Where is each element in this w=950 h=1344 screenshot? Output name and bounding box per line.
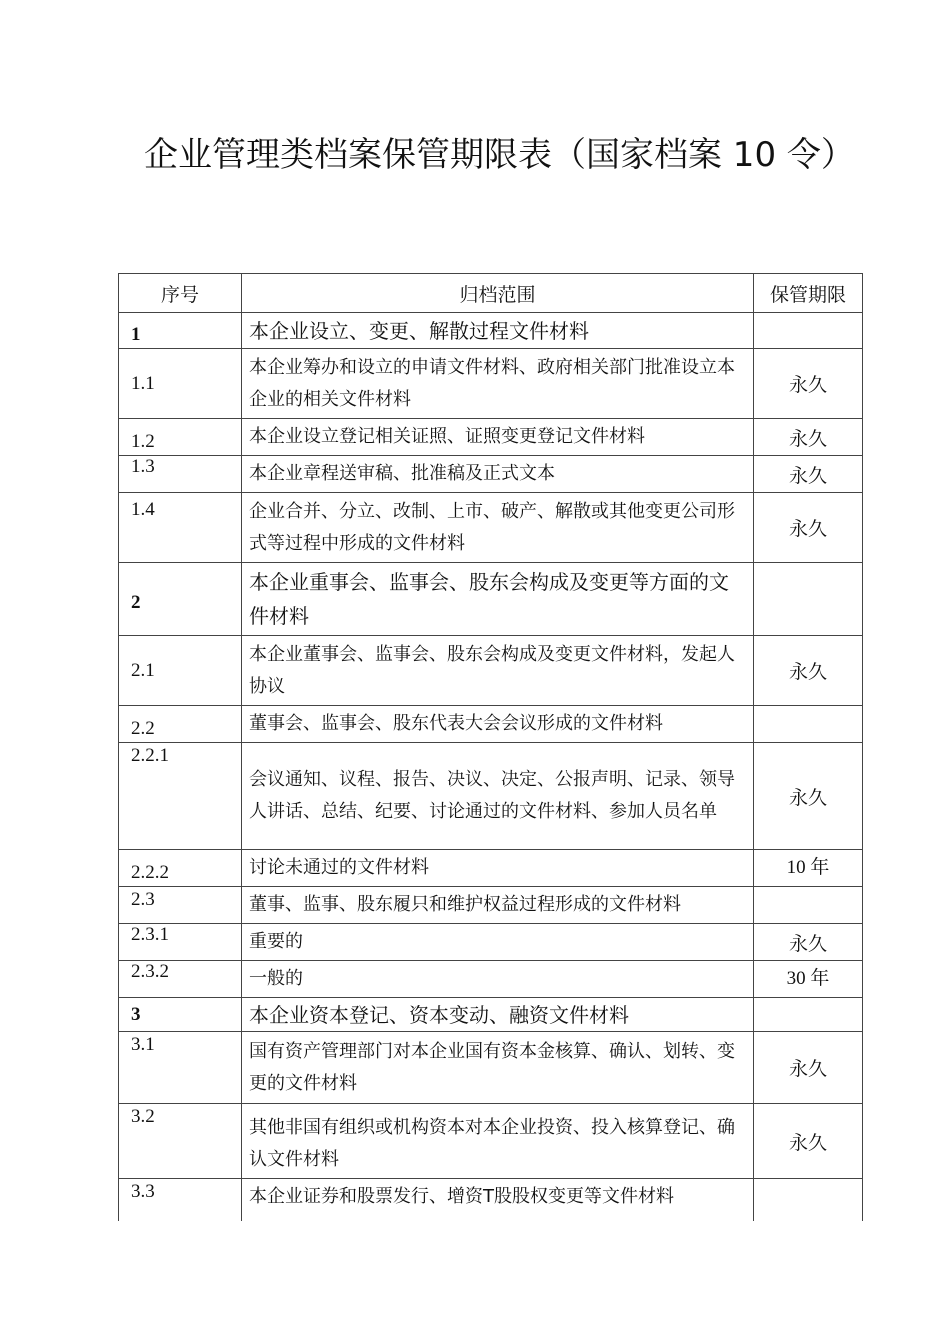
row-period: 10 年 <box>754 850 863 887</box>
table-row <box>119 850 863 887</box>
row-number: 1.3 <box>119 456 242 493</box>
row-number: 2 <box>119 563 242 636</box>
row-scope: 董事、监事、股东履只和维护权益过程形成的文件材料 <box>242 887 754 924</box>
row-scope: 本企业重事会、监事会、股东会构成及变更等方面的文件材料 <box>242 563 754 636</box>
table-row <box>119 313 863 349</box>
row-number: 2.3.1 <box>119 924 242 961</box>
row-period <box>754 563 863 636</box>
row-number: 2.3 <box>119 887 242 924</box>
row-period: 永久 <box>754 493 863 563</box>
row-period: 永久 <box>754 419 863 456</box>
row-number: 1.2 <box>119 419 242 456</box>
row-scope: 本企业证券和股票发行、增资T股股权变更等文件材料 <box>242 1179 754 1222</box>
row-period: 30 年 <box>754 961 863 998</box>
row-scope: 会议通知、议程、报告、决议、决定、公报声明、记录、领导人讲话、总结、纪要、讨论通过的文件材料、参加人员名单 <box>242 743 754 850</box>
table-row <box>119 706 863 743</box>
row-scope: 国有资产管理部门对本企业国有资本金核算、确认、划转、变更的文件材料 <box>242 1032 754 1104</box>
table-row <box>119 961 863 998</box>
row-scope: 本企业董事会、监事会、股东会构成及变更文件材料，发起人协议 <box>242 636 754 706</box>
row-number: 1.4 <box>119 493 242 563</box>
row-scope: 一般的 <box>242 961 754 998</box>
table-row <box>119 1179 863 1222</box>
row-number: 2.3.2 <box>119 961 242 998</box>
row-scope: 本企业设立登记相关证照、证照变更登记文件材料 <box>242 419 754 456</box>
table-row <box>119 924 863 961</box>
row-number: 1.1 <box>119 349 242 419</box>
row-number: 1 <box>119 313 242 349</box>
row-scope: 企业合并、分立、改制、上市、破产、解散或其他变更公司形式等过程中形成的文件材料 <box>242 493 754 563</box>
row-period <box>754 887 863 924</box>
row-scope: 本企业章程送审稿、批准稿及正式文本 <box>242 456 754 493</box>
table-row <box>119 1104 863 1179</box>
row-number: 2.2 <box>119 706 242 743</box>
table-header-row <box>119 274 863 313</box>
header-scope: 归档范围 <box>242 274 754 313</box>
row-period: 永久 <box>754 1032 863 1104</box>
row-scope: 本企业资本登记、资本变动、融资文件材料 <box>242 998 754 1032</box>
row-period <box>754 706 863 743</box>
header-period: 保管期限 <box>754 274 863 313</box>
row-period <box>754 313 863 349</box>
row-scope: 其他非国有组织或机构资本对本企业投资、投入核算登记、确认文件材料 <box>242 1104 754 1179</box>
row-number: 2.2.1 <box>119 743 242 850</box>
row-period <box>754 1179 863 1222</box>
table-row <box>119 998 863 1032</box>
row-number: 2.2.2 <box>119 850 242 887</box>
row-number: 3.2 <box>119 1104 242 1179</box>
row-period <box>754 998 863 1032</box>
table-row <box>119 349 863 419</box>
row-period: 永久 <box>754 743 863 850</box>
row-number: 2.1 <box>119 636 242 706</box>
row-scope: 本企业筹办和设立的申请文件材料、政府相关部门批准设立本企业的相关文件材料 <box>242 349 754 419</box>
table-row <box>119 493 863 563</box>
retention-table <box>118 273 863 1221</box>
table-row <box>119 1032 863 1104</box>
row-period: 永久 <box>754 636 863 706</box>
table-row <box>119 743 863 850</box>
table-row <box>119 419 863 456</box>
row-scope: 讨论未通过的文件材料 <box>242 850 754 887</box>
table-row <box>119 456 863 493</box>
row-number: 3.1 <box>119 1032 242 1104</box>
document-title: 企业管理类档案保管期限表（国家档案 10 令） <box>144 135 855 175</box>
row-period: 永久 <box>754 924 863 961</box>
row-period: 永久 <box>754 1104 863 1179</box>
table-row <box>119 563 863 636</box>
table-row <box>119 636 863 706</box>
row-number: 3 <box>119 998 242 1032</box>
header-number: 序号 <box>119 274 242 313</box>
row-period: 永久 <box>754 349 863 419</box>
row-scope: 本企业设立、变更、解散过程文件材料 <box>242 313 754 349</box>
row-scope: 董事会、监事会、股东代表大会会议形成的文件材料 <box>242 706 754 743</box>
row-number: 3.3 <box>119 1179 242 1222</box>
row-scope: 重要的 <box>242 924 754 961</box>
table-row <box>119 887 863 924</box>
row-period: 永久 <box>754 456 863 493</box>
